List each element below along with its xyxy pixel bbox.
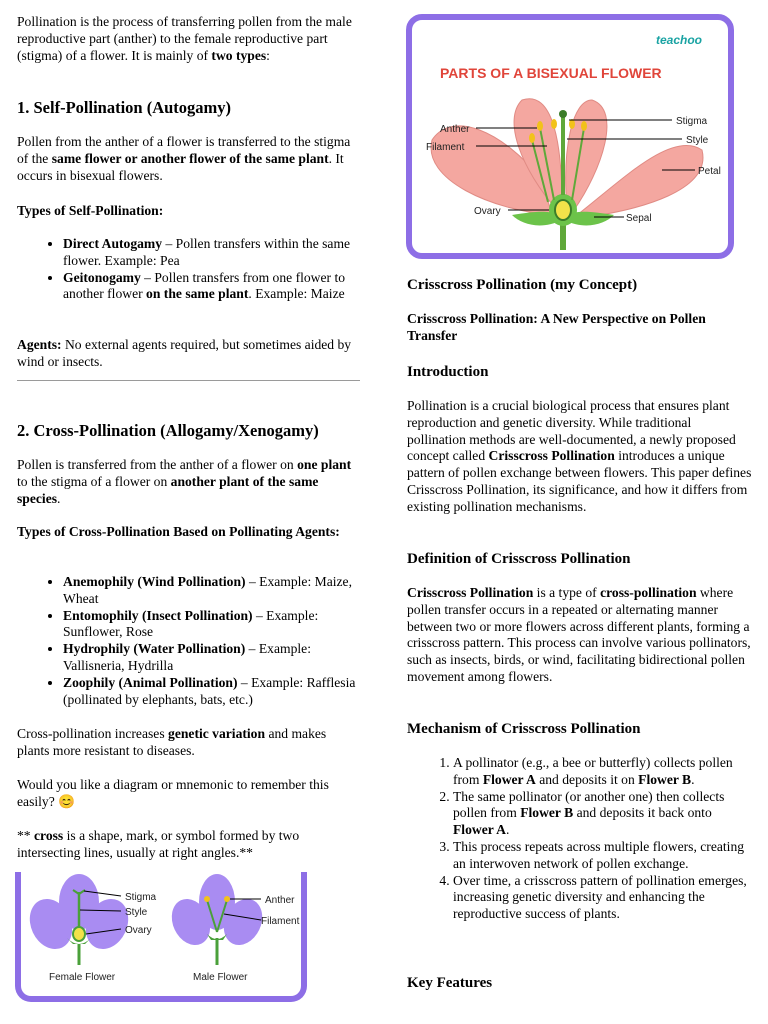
mnemonic-question: Would you like a diagram or mnemonic to remember this easily? 😊 [17, 777, 329, 809]
mechanism-heading: Mechanism of Crisscross Pollination [407, 721, 641, 737]
crisscross-subtitle: Crisscross Pollination: A New Perspective on Pollen Transfer [407, 311, 706, 343]
cross-types-heading: Types of Cross-Pollination Based on Pollinating Agents: [17, 524, 340, 539]
label-anther: Anther [440, 124, 470, 135]
list-item: • Zoophily (Animal Pollination) – Example: Rafflesia (pollinated by elephants, bats, etc.) [63, 675, 362, 709]
teachoo-logo: teachoo [656, 33, 703, 47]
self-agents-text: Agents: No external agents required, but sometimes aided by wind or insects. [17, 337, 352, 369]
key-features-heading: Key Features [407, 975, 493, 991]
list-item: • Geitonogamy – Pollen transfers from one flower to another flower on the same plant. Example: Maize [63, 270, 362, 304]
female-label-ovary: Ovary [125, 925, 152, 936]
definition-heading: Definition of Crisscross Pollination [407, 551, 631, 567]
label-petal: Petal [698, 166, 721, 177]
mechanism-list [407, 755, 752, 923]
label-style: Style [686, 135, 709, 146]
male-flower-caption: Male Flower [193, 972, 248, 983]
male-label-anther: Anther [265, 895, 295, 906]
self-pollination-heading: 1. Self-Pollination (Autogamy) [17, 98, 232, 117]
self-types-list [17, 236, 362, 303]
male-label-filament: Filament [261, 916, 300, 927]
list-item: • Anemophily (Wind Pollination) – Example: Maize, Wheat [63, 574, 362, 608]
label-ovary: Ovary [474, 206, 501, 217]
figure-title: PARTS OF A BISEXUAL FLOWER [440, 65, 662, 81]
introduction-paragraph: Pollination is a crucial biological process that ensures plant reproduction and genetic diversity. While traditional pollination methods are well-documented, a newly proposed concept called Crisscross Pollination introduces a unique pattern of pollen exchange between flowers. This paper defines Crisscross Pollination, its significance, and how it differs from existing pollination mechanisms. [407, 398, 752, 514]
male-flower-drawing [165, 874, 270, 965]
section-divider [17, 380, 360, 381]
list-item: • Entomophily (Insect Pollination) – Example: Sunflower, Rose [63, 608, 362, 642]
bisexual-flower-diagram [412, 20, 728, 253]
self-pollination-description: Pollen from the anther of a flower is transferred to the stigma of the same flower or another flower of the same plant. It occurs in bisexual flowers. [17, 134, 351, 183]
definition-paragraph: Crisscross Pollination is a type of cross-pollination where pollen transfer occurs in a repeated or alternating manner between two or more flowers across different plants, forming a crisscross pattern. This process can involve various pollinators, such as insects, birds, or wind, facilitating bidirectional pollen movement among flowers. [407, 585, 751, 684]
label-filament: Filament [426, 142, 465, 153]
crisscross-title: Crisscross Pollination (my Concept) [407, 277, 638, 293]
label-sepal: Sepal [626, 213, 652, 224]
introduction-heading: Introduction [407, 364, 489, 380]
female-label-style: Style [125, 907, 148, 918]
flower-petals-drawing [431, 99, 703, 250]
intro-paragraph: Pollination is the process of transferring pollen from the male reproductive part (anther) to the female reproductive part (stigma) of a flower. It is mainly of two types: [17, 14, 352, 63]
cross-types-list [17, 574, 362, 708]
female-flower-drawing [22, 874, 136, 965]
female-flower-caption: Female Flower [49, 972, 116, 983]
female-label-stigma: Stigma [125, 892, 157, 903]
flower-sex-figure [15, 872, 307, 1002]
bisexual-flower-figure [406, 14, 734, 259]
list-item: 3. This process repeats across multiple flowers, creating an interwoven network of pollen exchange. [453, 839, 752, 873]
list-item: 4. Over time, a crisscross pattern of pollination emerges, increasing genetic diversity and enhancing the reproductive success of plants. [453, 873, 752, 923]
list-item: • Hydrophily (Water Pollination) – Example: Vallisneria, Hydrilla [63, 641, 362, 675]
cross-pollination-description: Pollen is transferred from the anther of a flower on one plant to the stigma of a flower on another plant of the same species. [17, 457, 352, 506]
female-male-flower-diagram [21, 872, 301, 996]
label-stigma: Stigma [676, 116, 708, 127]
list-item: • Direct Autogamy – Pollen transfers within the same flower. Example: Pea [63, 236, 362, 270]
list-item: 2. The same pollinator (or another one) then collects pollen from Flower B and deposits it back onto Flower A. [453, 789, 752, 839]
self-types-heading: Types of Self-Pollination: [17, 203, 164, 218]
genetic-variation-text: Cross-pollination increases genetic variation and makes plants more resistant to diseases. [17, 726, 327, 758]
cross-definition: ** cross is a shape, mark, or symbol formed by two intersecting lines, usually at right angles.** [17, 828, 300, 860]
cross-pollination-heading: 2. Cross-Pollination (Allogamy/Xenogamy) [17, 421, 319, 440]
list-item: 1. A pollinator (e.g., a bee or butterfly) collects pollen from Flower A and deposits it on Flower B. [453, 755, 752, 789]
